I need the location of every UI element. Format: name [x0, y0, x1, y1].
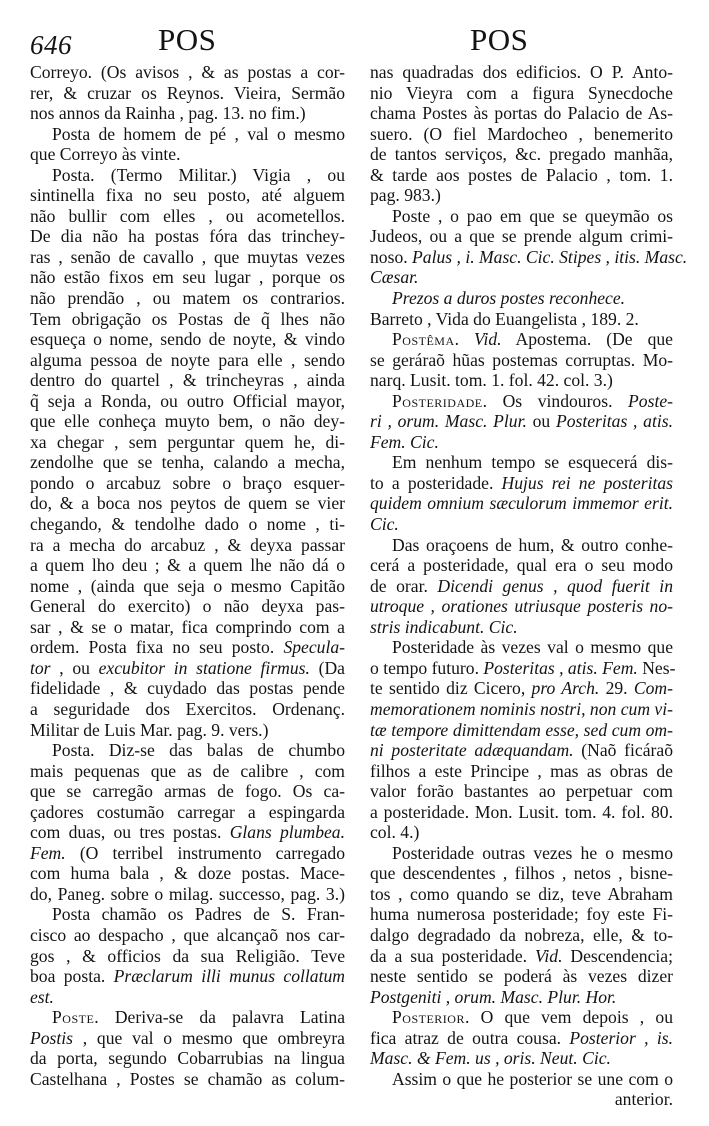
text-line	[370, 473, 673, 494]
text-segment: nio Vieyra com a figura Synecdoche	[370, 82, 673, 103]
text-segment: esqueça o nome, sendo de noyte, & vindo	[30, 329, 345, 350]
text-line	[370, 699, 673, 720]
text-line	[370, 740, 673, 761]
text-segment: Descendencia;	[562, 945, 673, 966]
text-line	[370, 617, 673, 638]
text-segment: & tarde aos postes de Palacio , tom. 1.	[370, 164, 673, 185]
text-line	[370, 267, 673, 288]
text-segment: tos , como quando se diz, teve Abraham	[370, 883, 673, 904]
text-segment: neste sentido se poderá às vezes dizer	[370, 966, 673, 987]
text-segment: . Os vindouros.	[482, 390, 629, 411]
text-segment: Castelhana , Postes se chamão as colum-	[30, 1068, 345, 1089]
text-line	[30, 822, 345, 843]
text-line	[370, 309, 673, 330]
text-line	[30, 309, 345, 330]
text-line	[370, 863, 673, 884]
latin-text: Dicendi genus , quod fuerit in	[437, 575, 673, 596]
text-segment: boa posta.	[30, 966, 114, 987]
latin-text: Prezos a duros postes reconhece.	[392, 288, 626, 309]
text-segment: não bullir com elles , ou acometellos.	[30, 205, 345, 226]
text-line	[30, 1048, 345, 1069]
text-segment: to a posteridade.	[370, 472, 502, 493]
text-line	[370, 1089, 673, 1110]
text-segment: sar , & se o matar, fica comprindo com a	[30, 616, 345, 637]
text-segment: sintinella fixa no seu posto, até alguem	[30, 185, 345, 206]
text-line	[370, 781, 673, 802]
text-segment: chama Postes às portas do Palacio de As-	[370, 103, 673, 124]
text-segment: Posta chamão os Padres de S. Fran-	[52, 904, 345, 925]
text-segment: narq. Lusit. tom. 1. fol. 42. col. 3.)	[370, 370, 613, 391]
text-segment: nos annos da Rainha , pag. 13. no fim.)	[30, 103, 306, 124]
text-segment: que se carregão armas de fogo. Os ca-	[30, 781, 345, 802]
text-segment: o tempo futuro.	[370, 657, 484, 678]
latin-text: stris indicabunt. Cic.	[370, 616, 518, 637]
text-segment: que Correyo às vinte.	[30, 144, 181, 165]
text-line	[370, 576, 673, 597]
latin-text: ri , orum. Masc. Plur.	[370, 411, 527, 432]
text-line	[370, 411, 673, 432]
latin-text: Posterior , is.	[569, 1027, 673, 1048]
latin-text: Fem.	[30, 842, 66, 863]
text-segment: cisco ao despacho , que alcançaõ nos car-	[30, 924, 345, 945]
text-segment: cerá a posteridade, qual era o seu modo	[370, 555, 673, 576]
latin-text: Cic.	[370, 514, 399, 535]
text-line	[370, 761, 673, 782]
text-segment: Correyo. (Os avisos , & as postas a cor-	[30, 62, 345, 82]
text-line	[30, 493, 345, 514]
text-segment: Militar de Luis Mar. pag. 9. vers.)	[30, 719, 269, 740]
text-line	[370, 144, 673, 165]
text-segment: ou	[526, 411, 556, 432]
text-segment: a posteridade. Mon. Lusit. tom. 4. fol. 80.	[370, 801, 673, 822]
text-segment: col. 4.)	[370, 822, 420, 843]
text-line	[30, 452, 345, 473]
text-segment: a seguridade dos Exercitos. Ordenanç.	[30, 698, 345, 719]
text-line	[30, 103, 345, 124]
text-segment: Posteridade outras vezes he o mesmo	[392, 842, 673, 863]
text-segment: . Deriva-se da palavra Latina	[94, 1007, 345, 1028]
text-segment: (Naõ ficáraõ	[573, 740, 673, 761]
text-line	[30, 658, 345, 679]
text-line	[30, 535, 345, 556]
text-line	[370, 946, 673, 967]
text-column-right	[370, 62, 688, 1110]
text-segment: , ou	[50, 657, 99, 678]
text-line	[30, 596, 345, 617]
text-segment: nome , (ainda que seja o mesmo Capitão	[30, 575, 345, 596]
text-segment: Das oraçoens de hum, & outro conhe-	[392, 534, 673, 555]
text-segment: 29.	[599, 678, 634, 699]
text-segment: pag. 983.)	[370, 185, 441, 206]
text-segment: suero. (O fiel Mardocheo , benemerito	[370, 123, 673, 144]
running-head-right: POS	[470, 22, 529, 57]
text-segment: que descendentes , filhos , netos , bisne-	[370, 863, 673, 884]
text-line	[370, 246, 688, 268]
text-segment: rer, & cruzar os Reynos. Vieira, Sermão	[30, 82, 345, 103]
page-number: 646	[30, 30, 72, 60]
text-segment: Posta. (Termo Militar.) Vigia , ou	[52, 164, 345, 185]
text-segment: noso.	[370, 246, 413, 267]
text-segment: com duas, ou tres postas.	[30, 822, 230, 843]
text-line	[30, 555, 345, 576]
latin-text: Postis	[30, 1027, 74, 1048]
text-line	[30, 781, 345, 802]
text-segment: Em nenhum tempo se esquecerá dis-	[392, 452, 673, 473]
text-line	[30, 699, 345, 720]
latin-text: Palus , i. Masc. Cic. Stipes , itis. Masc.	[412, 246, 688, 267]
text-segment: Assim o que he posterior se une com o	[392, 1068, 673, 1089]
text-segment: Apostema. (De que	[501, 329, 673, 350]
text-line	[370, 83, 673, 104]
text-line	[30, 350, 345, 371]
text-segment: , que val o mesmo que ombreyra	[73, 1027, 345, 1048]
text-line	[30, 411, 345, 432]
text-line	[370, 124, 673, 145]
text-line	[30, 226, 345, 247]
text-line	[370, 185, 673, 206]
text-segment: Poste , o pao em que se queymão os	[392, 205, 673, 226]
headword: Posteridade	[392, 390, 483, 411]
latin-text: Præclarum illi munus collatum	[113, 966, 345, 987]
text-line	[30, 83, 345, 104]
text-line	[30, 966, 345, 987]
text-segment: da porta, segundo Cobarrubias na lingua	[30, 1048, 345, 1069]
text-line	[30, 576, 345, 597]
text-line	[370, 822, 673, 843]
text-line	[30, 761, 345, 782]
text-segment: huma numerosa posteridade; foy este Fi-	[370, 904, 673, 925]
text-segment: anterior.	[614, 1089, 673, 1110]
text-line	[370, 925, 673, 946]
text-line	[370, 514, 673, 535]
text-segment: a quem lho deu ; & a quem lhe não dá o	[30, 555, 345, 576]
text-segment: filhos a este Principe , mas as obras de	[370, 760, 673, 781]
text-line	[30, 617, 345, 638]
latin-text: memorationem nominis nostri, non cum vi-	[370, 698, 673, 719]
text-line	[370, 1069, 673, 1090]
text-segment: valor forão bastantes ao perpetuar com	[370, 781, 673, 802]
text-segment: de orar.	[370, 575, 438, 596]
text-segment: da a sua posteridade.	[370, 945, 535, 966]
latin-text: Posteritas , atis. Fem.	[483, 657, 638, 678]
text-line	[370, 555, 673, 576]
text-line	[30, 185, 345, 206]
text-segment: pondo o arcabuz sobre o braço esquer-	[30, 472, 345, 493]
text-segment: . O que vem depois , ou	[464, 1007, 673, 1028]
latin-text: Vid.	[534, 945, 563, 966]
text-line	[30, 925, 345, 946]
text-segment: gos , & officios da sua Religião. Teve	[30, 945, 345, 966]
text-segment: de tantos serviços, &c. pregado manhãa,	[370, 144, 673, 165]
latin-text: tor	[30, 657, 51, 678]
latin-text: Specula-	[283, 637, 345, 658]
latin-text: Cæsar.	[370, 267, 419, 288]
text-line	[370, 720, 673, 741]
text-line	[30, 904, 345, 925]
text-segment: que elle conheça muyto bem, o não dey-	[30, 411, 345, 432]
text-segment: alguma pessoa de noyte para elle , sendo	[30, 349, 345, 370]
latin-text: Vid.	[474, 329, 502, 350]
text-column-left	[30, 62, 345, 1089]
text-line	[30, 165, 345, 186]
text-segment: mais pequenas que as de calibre , com	[30, 760, 345, 781]
text-line	[30, 946, 345, 967]
text-segment: Judeos, ou a que se prende algum crimi-	[370, 226, 673, 247]
text-line	[30, 247, 345, 268]
text-line	[370, 1007, 673, 1028]
text-segment: ordem. Posta fixa no seu posto.	[30, 637, 284, 658]
headword: Posterior	[392, 1007, 465, 1028]
text-segment: Posta de homem de pé , val o mesmo	[52, 123, 345, 144]
text-line	[370, 350, 673, 371]
text-segment: do, Paneg. sobre o milag. successo, pag. 3.)	[30, 883, 345, 904]
text-line	[370, 62, 673, 83]
text-line	[30, 1007, 345, 1028]
text-line	[370, 329, 673, 350]
text-line	[30, 987, 345, 1008]
text-line	[30, 62, 345, 83]
text-line	[370, 165, 673, 186]
text-segment: Tem obrigação os Postas de q̃ lhes não	[30, 308, 345, 329]
text-segment: General do exercito) o não deyxa pas-	[30, 596, 345, 617]
text-segment: Nes-	[637, 657, 676, 678]
text-line	[370, 966, 673, 987]
text-segment: não estão fixos em seu lugar , porque os	[30, 267, 345, 288]
text-line	[370, 1048, 673, 1069]
text-segment: çadores costumão carregar a espingarda	[30, 801, 345, 822]
text-line	[30, 370, 345, 391]
latin-text: Glans plumbea.	[229, 822, 346, 843]
text-line	[370, 226, 673, 247]
headword: Postêma	[392, 329, 455, 350]
text-line	[30, 473, 345, 494]
text-segment: ras , senão de cavallo , que muytas vezes	[30, 246, 345, 267]
text-segment: ra a mecha do arcabuz , & deyxa passar	[30, 534, 345, 555]
text-segment: se geráraõ hũas postemas corruptas. Mo-	[370, 349, 673, 370]
latin-text: Poste-	[628, 390, 673, 411]
text-line	[30, 884, 345, 905]
latin-text: Masc. & Fem. us , oris. Neut. Cic.	[370, 1048, 611, 1069]
text-line	[30, 514, 345, 535]
text-line	[30, 124, 345, 145]
text-line	[30, 740, 345, 761]
text-segment: nas quadradas dos edificios. O P. Anto-	[370, 62, 673, 82]
latin-text: excubitor in statione firmus.	[98, 657, 310, 678]
text-line	[370, 432, 673, 453]
latin-text: pro Arch.	[531, 678, 600, 699]
text-line	[30, 329, 345, 350]
text-line	[30, 843, 345, 864]
text-segment: não prendão , ou matem os contrarios.	[30, 288, 345, 309]
text-line	[370, 678, 673, 699]
text-segment: Posta. Diz-se das balas de chumbo	[52, 740, 345, 761]
text-segment: fidelidade , & cuydado das postas pende	[30, 678, 345, 699]
text-line	[370, 596, 673, 617]
text-line	[30, 720, 345, 741]
text-line	[370, 657, 676, 679]
text-segment: com huma bala , & doze postas. Mace-	[30, 863, 345, 884]
text-line	[370, 206, 673, 227]
text-line	[370, 493, 673, 514]
text-segment: Posteridade às vezes val o mesmo que	[392, 637, 673, 658]
text-segment: zendolhe que se tenha, calando a mecha,	[30, 452, 345, 473]
text-segment: chegando, & tendolhe dado o nome , ti-	[30, 514, 345, 535]
latin-text: utroque , orationes utriusque posteris no-	[370, 596, 673, 617]
text-line	[30, 678, 345, 699]
latin-text: Posteritas , atis.	[555, 411, 674, 432]
text-line	[370, 1028, 673, 1049]
text-line	[370, 637, 673, 658]
text-segment: fica atraz de outra cousa.	[370, 1027, 570, 1048]
text-segment: Barreto , Vida do Euangelista , 189. 2.	[370, 308, 639, 329]
text-segment: dalgo degradado da nobreza, elle, & to-	[370, 924, 673, 945]
running-head-left: POS	[158, 22, 217, 57]
latin-text: Hujus rei ne posteritas	[501, 472, 673, 493]
text-line	[370, 103, 673, 124]
text-line	[370, 452, 673, 473]
text-segment: .	[454, 329, 474, 350]
latin-text: Postgeniti , orum. Masc. Plur. Hor.	[370, 986, 617, 1007]
text-line	[30, 637, 345, 658]
text-line	[370, 802, 673, 823]
headword: Poste	[52, 1007, 95, 1028]
text-line	[370, 288, 673, 309]
text-line	[30, 1069, 345, 1090]
text-line	[370, 535, 673, 556]
text-line	[30, 267, 345, 288]
text-line	[30, 432, 345, 453]
text-segment: (O terribel instrumento carregado	[65, 842, 345, 863]
text-line	[370, 904, 673, 925]
text-segment: (Da	[309, 657, 345, 678]
text-segment: De dia não ha postas fóra das trinchey-	[30, 226, 345, 247]
text-line	[30, 1028, 345, 1049]
latin-text: Fem. Cic.	[370, 431, 439, 452]
text-line	[370, 391, 673, 412]
text-line	[30, 863, 345, 884]
latin-text: est.	[30, 986, 54, 1007]
latin-text: tæ tempore dimittendam esse, sed cum om-	[370, 719, 673, 740]
text-line	[370, 843, 673, 864]
text-segment: xa chegar , sem perguntar quem he, di-	[30, 431, 345, 452]
text-segment: do, & a boca nos peytos de quem se vier	[30, 493, 345, 514]
text-line	[370, 884, 673, 905]
text-line	[370, 370, 673, 391]
text-line	[30, 288, 345, 309]
text-line	[30, 802, 345, 823]
text-line	[30, 391, 345, 412]
text-segment: te sentido diz Cicero,	[370, 678, 532, 699]
latin-text: quidem omnium sæculorum immemor erit.	[370, 493, 673, 514]
latin-text: Com-	[633, 678, 673, 699]
text-line	[30, 206, 345, 227]
text-line	[370, 987, 673, 1008]
text-segment: q̃ seja a Ronda, ou outro Official mayor,	[30, 390, 345, 411]
text-segment: dentro do quartel , & trincheyras , ainda	[30, 370, 345, 391]
latin-text: ni posteritate adæquandam.	[370, 740, 574, 761]
text-line	[30, 144, 345, 165]
